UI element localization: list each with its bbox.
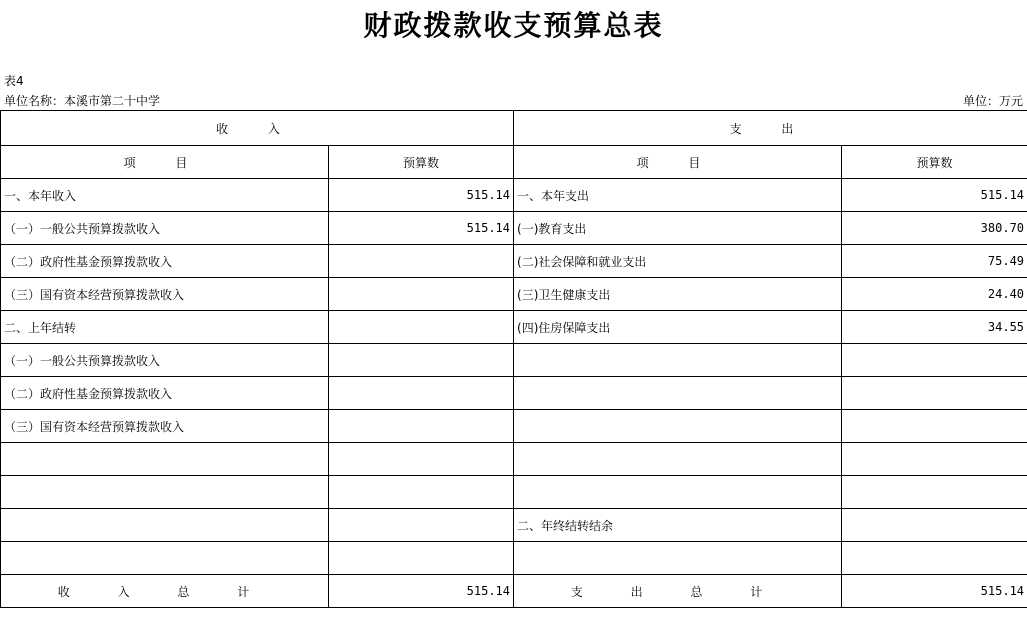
income-item: （一）一般公共预算拨款收入 (1, 212, 329, 245)
expense-item (514, 410, 842, 443)
expense-total-label: 支 出 总 计 (514, 575, 842, 608)
income-value (329, 476, 514, 509)
income-budget-header: 预算数 (329, 146, 514, 179)
table-row (1, 542, 1027, 575)
expense-item (514, 344, 842, 377)
expense-value (842, 344, 1027, 377)
table-row (1, 476, 1027, 509)
income-header: 收 入 (1, 111, 514, 146)
expense-value (842, 509, 1027, 542)
expense-value: 380.70 (842, 212, 1027, 245)
expense-budget-header: 预算数 (842, 146, 1027, 179)
income-item: （三）国有资本经营预算拨款收入 (1, 278, 329, 311)
income-item (1, 542, 329, 575)
expense-item (514, 443, 842, 476)
expense-value: 75.49 (842, 245, 1027, 278)
income-total-label: 收 入 总 计 (1, 575, 329, 608)
column-header-row (1, 146, 1027, 179)
income-value (329, 278, 514, 311)
income-value (329, 344, 514, 377)
budget-table (0, 110, 1027, 608)
expense-total-value: 515.14 (842, 575, 1027, 608)
expense-value (842, 377, 1027, 410)
income-item: （二）政府性基金预算拨款收入 (1, 377, 329, 410)
income-item: 二、上年结转 (1, 311, 329, 344)
expense-value (842, 410, 1027, 443)
expense-item: (四)住房保障支出 (514, 311, 842, 344)
income-value (329, 443, 514, 476)
income-item: 一、本年收入 (1, 179, 329, 212)
section-header-row (1, 111, 1027, 146)
income-item (1, 476, 329, 509)
table-row (1, 212, 1027, 245)
table-row (1, 344, 1027, 377)
income-value (329, 542, 514, 575)
income-item (1, 509, 329, 542)
table-number: 表4 (4, 74, 24, 88)
income-value (329, 245, 514, 278)
expense-value (842, 542, 1027, 575)
table-row (1, 311, 1027, 344)
table-row (1, 377, 1027, 410)
expense-value: 34.55 (842, 311, 1027, 344)
expense-value: 515.14 (842, 179, 1027, 212)
totals-row (1, 575, 1027, 608)
income-value (329, 377, 514, 410)
income-item (1, 443, 329, 476)
table-row (1, 509, 1027, 542)
income-value: 515.14 (329, 212, 514, 245)
table-row (1, 278, 1027, 311)
table-row (1, 179, 1027, 212)
income-value (329, 311, 514, 344)
expense-value (842, 476, 1027, 509)
expense-item: 一、本年支出 (514, 179, 842, 212)
expense-item: 二、年终结转结余 (514, 509, 842, 542)
expense-item: (一)教育支出 (514, 212, 842, 245)
income-total-value: 515.14 (329, 575, 514, 608)
expense-item (514, 377, 842, 410)
income-item-header: 项 目 (1, 146, 329, 179)
expense-header: 支 出 (514, 111, 1027, 146)
unit-label: 单位：万元 (962, 94, 1023, 108)
expense-item: (三)卫生健康支出 (514, 278, 842, 311)
expense-value: 24.40 (842, 278, 1027, 311)
table-row (1, 443, 1027, 476)
income-value: 515.14 (329, 179, 514, 212)
expense-value (842, 443, 1027, 476)
expense-item-header: 项 目 (514, 146, 842, 179)
expense-item (514, 476, 842, 509)
income-value (329, 410, 514, 443)
page-title: 财政拨款收支预算总表 (363, 9, 664, 42)
expense-item (514, 542, 842, 575)
expense-item: (二)社会保障和就业支出 (514, 245, 842, 278)
unit-name: 单位名称：本溪市第二十中学 (4, 94, 161, 108)
table-row (1, 410, 1027, 443)
table-row (1, 245, 1027, 278)
income-value (329, 509, 514, 542)
income-item: （二）政府性基金预算拨款收入 (1, 245, 329, 278)
income-item: （一）一般公共预算拨款收入 (1, 344, 329, 377)
income-item: （三）国有资本经营预算拨款收入 (1, 410, 329, 443)
